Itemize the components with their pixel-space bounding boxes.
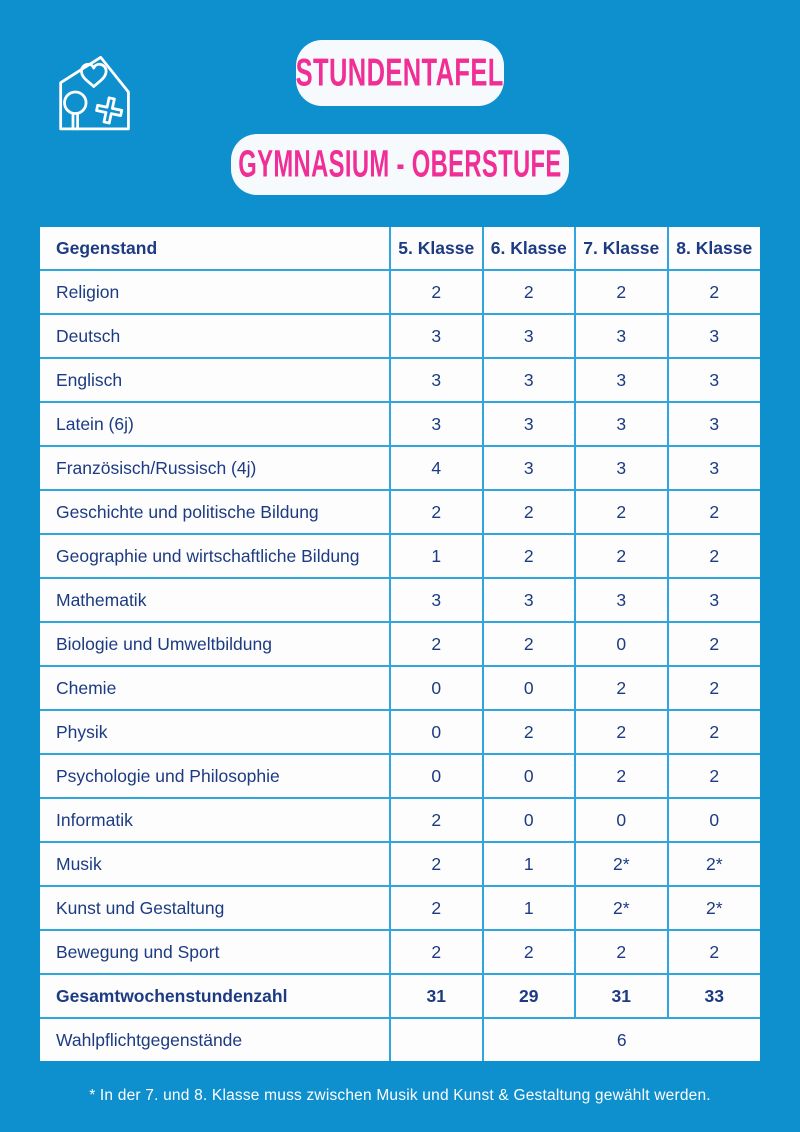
hours-cell: 2 — [390, 930, 483, 974]
timetable-table — [40, 227, 760, 1061]
hours-cell: 0 — [575, 622, 668, 666]
hours-cell: 0 — [390, 666, 483, 710]
hours-cell: 2 — [575, 490, 668, 534]
hours-cell: 3 — [390, 314, 483, 358]
header-row — [40, 227, 760, 270]
hours-cell: 2 — [575, 534, 668, 578]
hours-cell: 2 — [483, 930, 576, 974]
hours-cell: 2 — [668, 490, 761, 534]
hours-cell: 2 — [668, 930, 761, 974]
total-label-cell: Gesamtwochenstundenzahl — [40, 974, 390, 1018]
hours-cell: 2 — [668, 622, 761, 666]
hours-cell: 1 — [390, 534, 483, 578]
subject-row — [40, 666, 760, 710]
hours-cell: 3 — [668, 578, 761, 622]
subject-cell: Chemie — [40, 666, 390, 710]
hours-cell: 0 — [483, 798, 576, 842]
hours-cell: 0 — [483, 666, 576, 710]
subject-cell: Geschichte und politische Bildung — [40, 490, 390, 534]
hours-cell: 3 — [390, 358, 483, 402]
hours-cell: 3 — [668, 402, 761, 446]
subject-cell: Geographie und wirtschaftliche Bildung — [40, 534, 390, 578]
hours-cell: 2 — [390, 490, 483, 534]
subject-cell: Physik — [40, 710, 390, 754]
subject-cell: Informatik — [40, 798, 390, 842]
hours-cell: 2 — [390, 622, 483, 666]
subject-row — [40, 314, 760, 358]
hours-cell: 2 — [668, 710, 761, 754]
hours-cell: 3 — [575, 314, 668, 358]
hours-cell: 0 — [390, 754, 483, 798]
subject-cell: Latein (6j) — [40, 402, 390, 446]
page-subtitle: GYMNASIUM - OBERSTUFE — [238, 142, 562, 186]
subject-row — [40, 754, 760, 798]
cross-icon — [95, 96, 124, 125]
subject-cell: Englisch — [40, 358, 390, 402]
hours-cell: 1 — [483, 842, 576, 886]
column-header-klasse-7: 7. Klasse — [575, 227, 668, 270]
total-hours-cell: 33 — [668, 974, 761, 1018]
hours-cell: 2 — [668, 754, 761, 798]
elective-merged-cell: 6 — [483, 1018, 761, 1061]
hours-cell: 3 — [483, 358, 576, 402]
hours-cell: 3 — [390, 402, 483, 446]
subject-row — [40, 578, 760, 622]
subject-cell: Deutsch — [40, 314, 390, 358]
total-hours-cell: 31 — [575, 974, 668, 1018]
subject-cell: Bewegung und Sport — [40, 930, 390, 974]
hours-cell: 2* — [575, 842, 668, 886]
hours-cell: 2 — [668, 666, 761, 710]
subject-cell: Mathematik — [40, 578, 390, 622]
hours-cell: 2 — [575, 710, 668, 754]
hours-cell: 3 — [483, 446, 576, 490]
subject-row — [40, 270, 760, 314]
hours-cell: 2 — [575, 754, 668, 798]
hours-cell: 4 — [390, 446, 483, 490]
hours-cell: 3 — [575, 446, 668, 490]
column-header-klasse-6: 6. Klasse — [483, 227, 576, 270]
hours-cell: 3 — [483, 578, 576, 622]
hours-cell: 2 — [483, 534, 576, 578]
subject-row — [40, 842, 760, 886]
hours-cell: 2* — [668, 886, 761, 930]
subject-row — [40, 402, 760, 446]
hours-cell: 2 — [668, 534, 761, 578]
subject-row — [40, 930, 760, 974]
hours-cell: 3 — [390, 578, 483, 622]
total-hours-cell: 29 — [483, 974, 576, 1018]
hours-cell: 2 — [483, 710, 576, 754]
hours-cell: 0 — [483, 754, 576, 798]
hours-cell: 3 — [575, 578, 668, 622]
hours-cell: 3 — [483, 402, 576, 446]
hours-cell: 2 — [390, 842, 483, 886]
hours-cell: 3 — [483, 314, 576, 358]
subject-cell: Psychologie und Philosophie — [40, 754, 390, 798]
subject-cell: Biologie und Umweltbildung — [40, 622, 390, 666]
title-pill — [296, 40, 504, 106]
subject-row — [40, 886, 760, 930]
subject-row — [40, 622, 760, 666]
hours-cell: 3 — [668, 358, 761, 402]
column-header-gegenstand: Gegenstand — [40, 227, 390, 270]
hours-cell: 3 — [668, 314, 761, 358]
subject-row — [40, 534, 760, 578]
hours-cell: 2 — [575, 930, 668, 974]
hours-cell: 2 — [390, 798, 483, 842]
hours-cell: 2 — [390, 886, 483, 930]
hours-cell: 3 — [575, 358, 668, 402]
subject-row — [40, 710, 760, 754]
hours-cell: 0 — [575, 798, 668, 842]
hours-cell: 0 — [668, 798, 761, 842]
subject-row — [40, 446, 760, 490]
hours-cell: 2 — [483, 270, 576, 314]
total-hours-cell: 31 — [390, 974, 483, 1018]
footnote: * In der 7. und 8. Klasse muss zwischen Musik und Kunst & Gestaltung gewählt werden. — [89, 1087, 711, 1104]
subject-row — [40, 358, 760, 402]
hours-cell: 2 — [668, 270, 761, 314]
hours-cell: 2 — [390, 270, 483, 314]
tree-crown — [65, 92, 87, 114]
hours-cell: 2 — [483, 622, 576, 666]
page-title: STUNDENTAFEL — [295, 50, 505, 95]
house-logo-icon — [54, 55, 132, 132]
elective-label-cell: Wahlpflichtgegenstände — [40, 1018, 390, 1061]
elective-empty-cell — [390, 1018, 483, 1061]
hours-cell: 2* — [575, 886, 668, 930]
hours-cell: 1 — [483, 886, 576, 930]
hours-cell: 2* — [668, 842, 761, 886]
column-header-klasse-8: 8. Klasse — [668, 227, 761, 270]
elective-row — [40, 1018, 760, 1061]
subject-row — [40, 798, 760, 842]
hours-cell: 0 — [390, 710, 483, 754]
hours-cell: 2 — [575, 270, 668, 314]
hours-cell: 2 — [483, 490, 576, 534]
subject-cell: Französisch/Russisch (4j) — [40, 446, 390, 490]
subject-row — [40, 490, 760, 534]
hours-cell: 3 — [575, 402, 668, 446]
hours-cell: 2 — [575, 666, 668, 710]
hours-cell: 3 — [668, 446, 761, 490]
subject-cell: Kunst und Gestaltung — [40, 886, 390, 930]
subtitle-pill — [231, 134, 569, 195]
subject-cell: Religion — [40, 270, 390, 314]
subject-cell: Musik — [40, 842, 390, 886]
column-header-klasse-5: 5. Klasse — [390, 227, 483, 270]
total-row — [40, 974, 760, 1018]
